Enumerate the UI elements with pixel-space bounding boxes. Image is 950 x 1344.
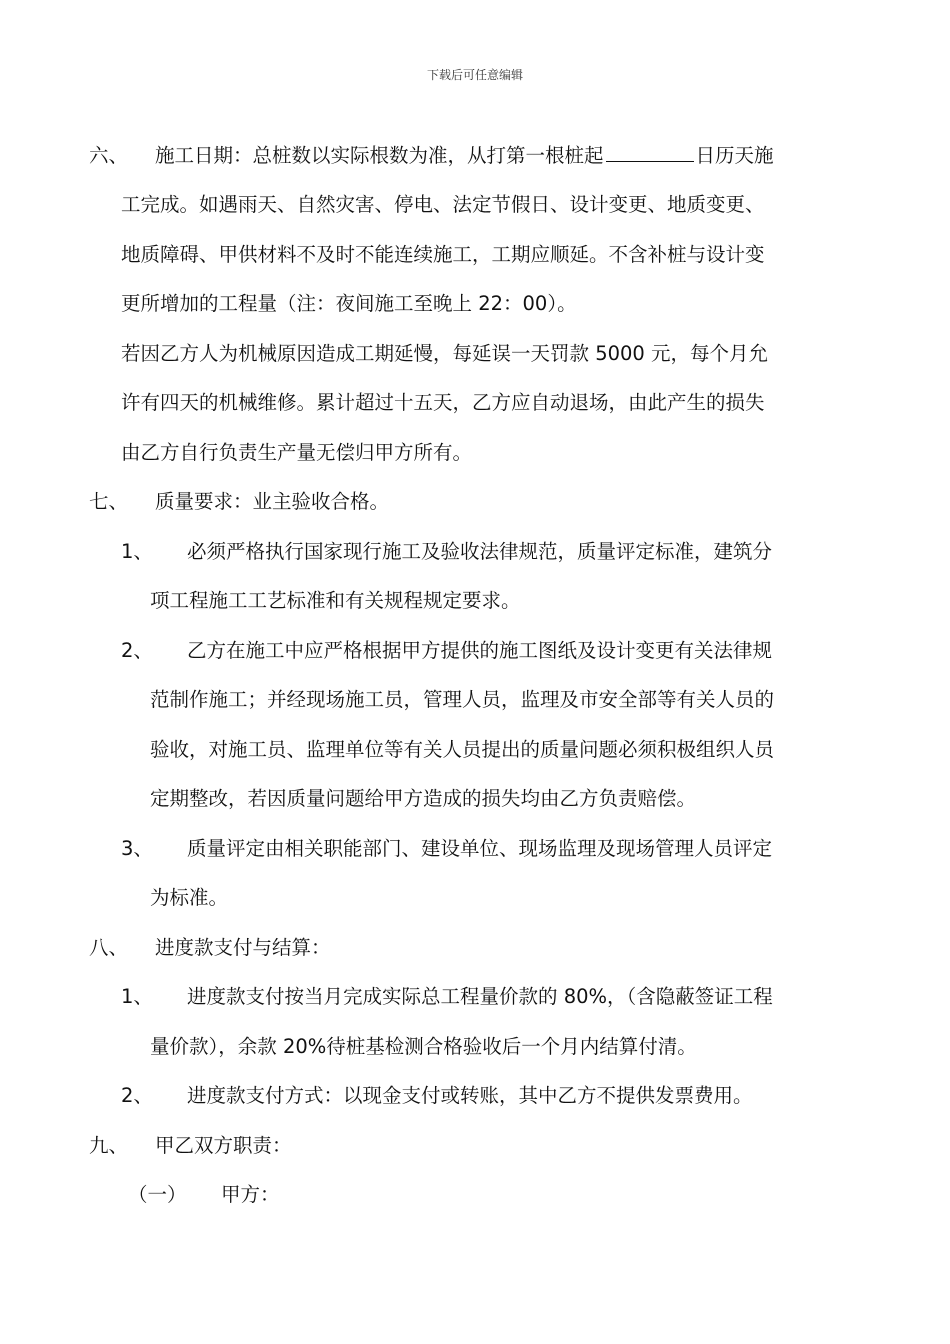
section-9-title: 甲乙双方职责： <box>155 1134 292 1157</box>
section-6-line-7: 由乙方自行负责生产量无偿归甲方所有。 <box>121 441 473 464</box>
item-7-1-line-1: 必须严格执行国家现行施工及验收法律规范，质量评定标准，建筑分 <box>187 540 773 563</box>
item-7-3-number: 3、 <box>121 837 153 860</box>
section-6-line-2: 工完成。如遇雨天、自然灾害、停电、法定节假日、设计变更、地质变更、 <box>121 193 765 216</box>
section-6-line-1: 施工日期：总桩数以实际根数为准，从打第一根桩起 日历天施 <box>155 140 774 168</box>
section-7-number: 七、 <box>89 490 129 513</box>
item-8-1-line-1: 进度款支付按当月完成实际总工程量价款的 80%，（含隐蔽签证工程 <box>187 985 773 1008</box>
section-9-number: 九、 <box>89 1134 129 1157</box>
item-7-3-line-1: 质量评定由相关职能部门、建设单位、现场监理及现场管理人员评定 <box>187 837 773 860</box>
section-6-line-3: 地质障碍、甲供材料不及时不能连续施工，工期应顺延。不含补桩与设计变 <box>121 243 765 266</box>
item-7-2-line-4: 定期整改，若因质量问题给甲方造成的损失均由乙方负责赔偿。 <box>150 787 697 810</box>
item-8-1-line-2: 量价款），余款 20%待桩基检测合格验收后一个月内结算付清。 <box>150 1035 697 1058</box>
item-7-3-line-2: 为标准。 <box>150 886 229 909</box>
section-6-line-4: 更所增加的工程量（注：夜间施工至晚上 22：00）。 <box>121 292 577 315</box>
item-8-2-line-1: 进度款支付方式：以现金支付或转账，其中乙方不提供发票费用。 <box>187 1084 753 1107</box>
item-7-1-line-2: 项工程施工工艺标准和有关规程规定要求。 <box>150 589 521 612</box>
subsection-1-title: 甲方： <box>221 1183 280 1206</box>
item-8-1-number: 1、 <box>121 985 153 1008</box>
item-7-2-number: 2、 <box>121 639 153 662</box>
section-8-number: 八、 <box>89 936 129 959</box>
page-header: 下载后可任意编辑 <box>426 68 523 82</box>
section-8-title: 进度款支付与结算： <box>155 936 331 959</box>
section-6-number: 六、 <box>89 144 129 167</box>
subsection-1-number: （一） <box>128 1183 187 1206</box>
blank-days-field <box>606 141 694 162</box>
item-7-2-line-2: 范制作施工；并经现场施工员，管理人员，监理及市安全部等有关人员的 <box>150 688 775 711</box>
item-8-2-number: 2、 <box>121 1084 153 1107</box>
section-6-line-6: 许有四天的机械维修。累计超过十五天，乙方应自动退场，由此产生的损失 <box>121 391 765 414</box>
section-6-line-5: 若因乙方人为机械原因造成工期延慢，每延误一天罚款 5000 元，每个月允 <box>121 342 769 365</box>
item-7-1-number: 1、 <box>121 540 153 563</box>
item-7-2-line-3: 验收，对施工员、监理单位等有关人员提出的质量问题必须积极组织人员 <box>150 738 775 761</box>
item-7-2-line-1: 乙方在施工中应严格根据甲方提供的施工图纸及设计变更有关法律规 <box>187 639 773 662</box>
section-7-title: 质量要求：业主验收合格。 <box>155 490 390 513</box>
